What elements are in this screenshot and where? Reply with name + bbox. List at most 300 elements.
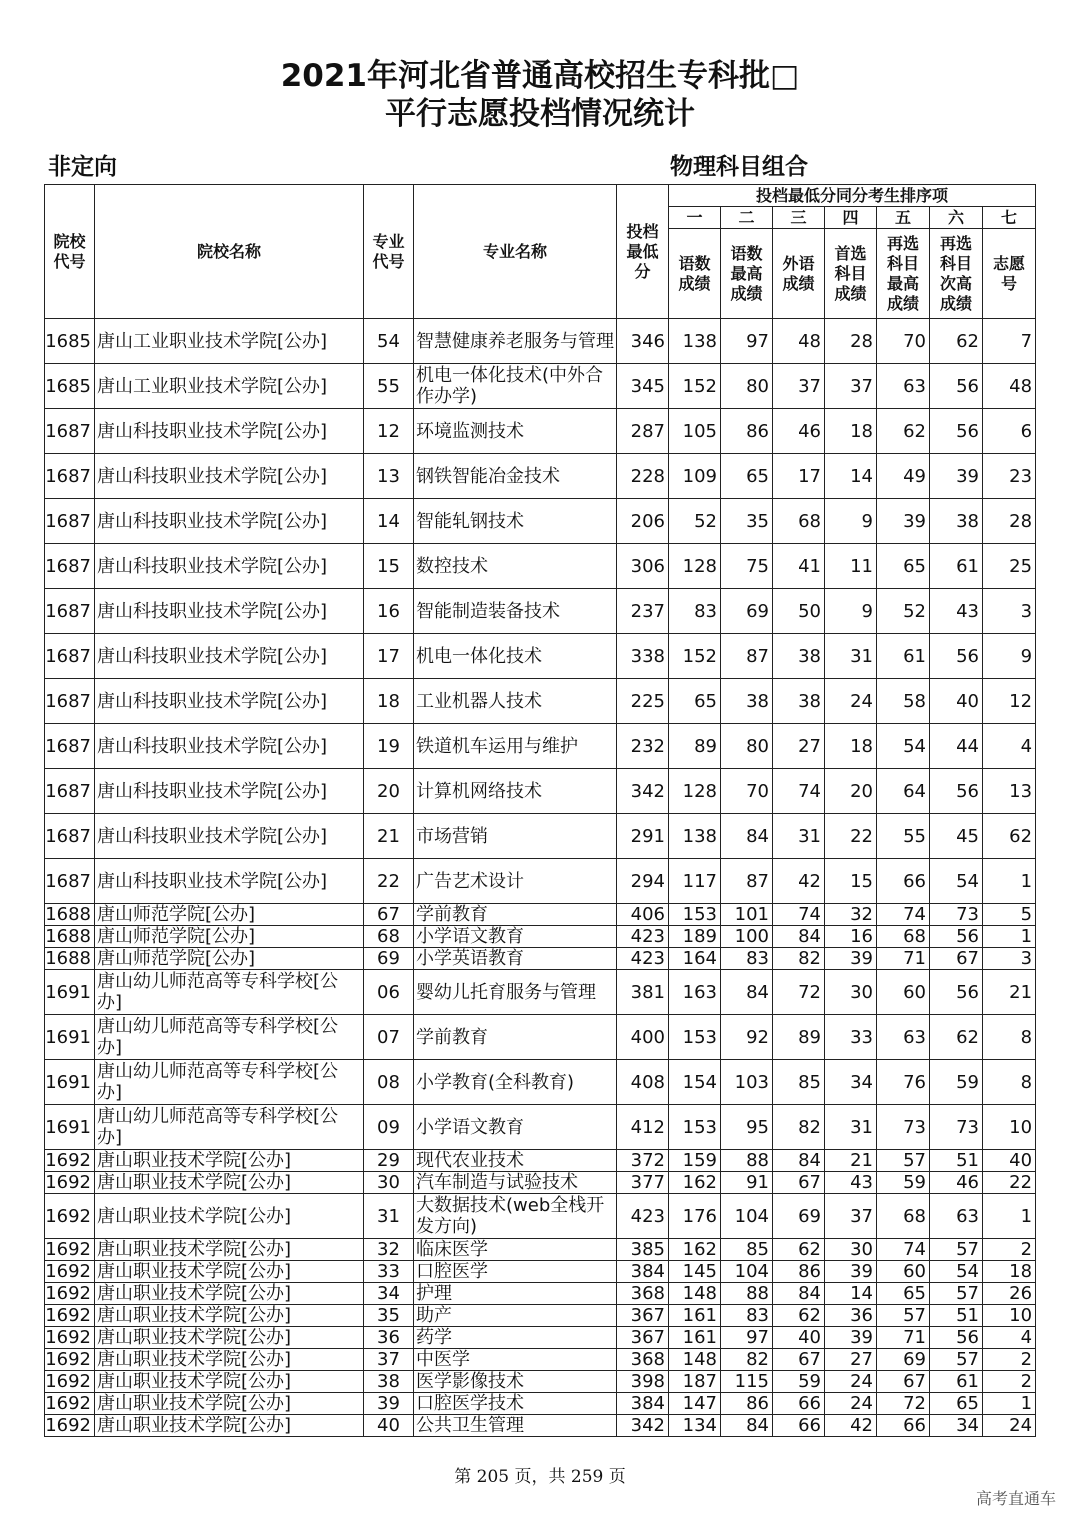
- score-first-subject-cell: 9: [825, 499, 877, 544]
- min-score-cell: 367: [617, 1327, 669, 1349]
- major-code-cell: 37: [364, 1349, 414, 1371]
- score-foreign-cell: 46: [773, 409, 825, 454]
- score-yushu-cell: 148: [669, 1283, 721, 1305]
- header-major-code: 专业代号: [364, 185, 414, 319]
- score-elective-second-cell: 56: [930, 634, 983, 679]
- score-yushu-cell: 153: [669, 904, 721, 926]
- score-foreign-cell: 59: [773, 1371, 825, 1393]
- preference-number-cell: 10: [983, 1305, 1036, 1327]
- score-yushu-cell: 105: [669, 409, 721, 454]
- score-yushu-cell: 161: [669, 1327, 721, 1349]
- score-foreign-cell: 27: [773, 724, 825, 769]
- table-row: [45, 1015, 1036, 1060]
- score-elective-second-cell: 40: [930, 679, 983, 724]
- school-name-cell: 唐山职业技术学院[公办]: [95, 1371, 364, 1393]
- score-first-subject-cell: 30: [825, 970, 877, 1015]
- category-right: 物理科目组合: [670, 154, 808, 180]
- table-row: [45, 1194, 1036, 1239]
- preference-number-cell: 2: [983, 1371, 1036, 1393]
- table-row: [45, 364, 1036, 409]
- major-name-cell: 小学语文教育: [414, 1105, 617, 1150]
- school-name-cell: 唐山职业技术学院[公办]: [95, 1150, 364, 1172]
- score-yushu-max-cell: 100: [721, 926, 773, 948]
- score-yushu-max-cell: 95: [721, 1105, 773, 1150]
- major-name-cell: 环境监测技术: [414, 409, 617, 454]
- major-name-cell: 口腔医学技术: [414, 1393, 617, 1415]
- header-order-2: 二: [721, 207, 773, 229]
- score-elective-max-cell: 55: [877, 814, 930, 859]
- score-elective-second-cell: 56: [930, 409, 983, 454]
- major-code-cell: 07: [364, 1015, 414, 1060]
- score-elective-second-cell: 63: [930, 1194, 983, 1239]
- score-yushu-cell: 189: [669, 926, 721, 948]
- score-foreign-cell: 62: [773, 1239, 825, 1261]
- score-yushu-cell: 153: [669, 1015, 721, 1060]
- major-code-cell: 14: [364, 499, 414, 544]
- score-first-subject-cell: 18: [825, 724, 877, 769]
- score-foreign-cell: 38: [773, 679, 825, 724]
- major-name-cell: 临床医学: [414, 1239, 617, 1261]
- score-elective-max-cell: 72: [877, 1393, 930, 1415]
- preference-number-cell: 48: [983, 364, 1036, 409]
- score-foreign-cell: 85: [773, 1060, 825, 1105]
- school-code-cell: 1687: [45, 859, 95, 904]
- major-code-cell: 16: [364, 589, 414, 634]
- score-yushu-max-cell: 101: [721, 904, 773, 926]
- header-tie-group: 投档最低分同分考生排序项: [669, 185, 1036, 207]
- score-elective-max-cell: 66: [877, 1415, 930, 1437]
- score-foreign-cell: 69: [773, 1194, 825, 1239]
- score-yushu-cell: 148: [669, 1349, 721, 1371]
- school-code-cell: 1687: [45, 769, 95, 814]
- preference-number-cell: 6: [983, 409, 1036, 454]
- major-code-cell: 36: [364, 1327, 414, 1349]
- table-row: [45, 454, 1036, 499]
- major-code-cell: 68: [364, 926, 414, 948]
- score-yushu-cell: 128: [669, 769, 721, 814]
- table-row: [45, 499, 1036, 544]
- table-row: [45, 948, 1036, 970]
- school-name-cell: 唐山职业技术学院[公办]: [95, 1283, 364, 1305]
- min-score-cell: 372: [617, 1150, 669, 1172]
- major-code-cell: 35: [364, 1305, 414, 1327]
- table-row: [45, 1305, 1036, 1327]
- header-order-6: 六: [930, 207, 983, 229]
- score-yushu-max-cell: 115: [721, 1371, 773, 1393]
- score-yushu-cell: 152: [669, 364, 721, 409]
- header-sub-7: 志愿号: [983, 229, 1036, 319]
- school-code-cell: 1692: [45, 1415, 95, 1437]
- preference-number-cell: 22: [983, 1172, 1036, 1194]
- school-name-cell: 唐山师范学院[公办]: [95, 948, 364, 970]
- school-name-cell: 唐山幼儿师范高等专科学校[公办]: [95, 1105, 364, 1150]
- score-elective-max-cell: 74: [877, 1239, 930, 1261]
- min-score-cell: 377: [617, 1172, 669, 1194]
- table-row: [45, 1349, 1036, 1371]
- table-row: [45, 679, 1036, 724]
- score-yushu-max-cell: 84: [721, 1415, 773, 1437]
- score-yushu-max-cell: 38: [721, 679, 773, 724]
- major-code-cell: 67: [364, 904, 414, 926]
- header-order-1: 一: [669, 207, 721, 229]
- score-elective-second-cell: 54: [930, 1261, 983, 1283]
- major-name-cell: 中医学: [414, 1349, 617, 1371]
- min-score-cell: 342: [617, 1415, 669, 1437]
- score-yushu-max-cell: 87: [721, 859, 773, 904]
- school-name-cell: 唐山职业技术学院[公办]: [95, 1172, 364, 1194]
- school-name-cell: 唐山师范学院[公办]: [95, 926, 364, 948]
- score-elective-second-cell: 67: [930, 948, 983, 970]
- score-elective-max-cell: 49: [877, 454, 930, 499]
- major-code-cell: 06: [364, 970, 414, 1015]
- table-row: [45, 724, 1036, 769]
- school-name-cell: 唐山幼儿师范高等专科学校[公办]: [95, 1060, 364, 1105]
- major-name-cell: 工业机器人技术: [414, 679, 617, 724]
- score-yushu-max-cell: 83: [721, 1305, 773, 1327]
- min-score-cell: 291: [617, 814, 669, 859]
- preference-number-cell: 1: [983, 1194, 1036, 1239]
- header-school-code: 院校代号: [45, 185, 95, 319]
- score-first-subject-cell: 42: [825, 1415, 877, 1437]
- score-yushu-max-cell: 86: [721, 409, 773, 454]
- major-code-cell: 22: [364, 859, 414, 904]
- score-first-subject-cell: 16: [825, 926, 877, 948]
- score-foreign-cell: 82: [773, 948, 825, 970]
- score-elective-max-cell: 58: [877, 679, 930, 724]
- score-elective-second-cell: 57: [930, 1349, 983, 1371]
- table-row: [45, 1105, 1036, 1150]
- score-yushu-max-cell: 84: [721, 970, 773, 1015]
- min-score-cell: 346: [617, 319, 669, 364]
- score-yushu-max-cell: 80: [721, 724, 773, 769]
- school-name-cell: 唐山工业职业技术学院[公办]: [95, 364, 364, 409]
- score-yushu-max-cell: 92: [721, 1015, 773, 1060]
- score-elective-max-cell: 62: [877, 409, 930, 454]
- preference-number-cell: 10: [983, 1105, 1036, 1150]
- score-first-subject-cell: 30: [825, 1239, 877, 1261]
- header-sub-5: 再选科目最高成绩: [877, 229, 930, 319]
- table-row: [45, 1283, 1036, 1305]
- min-score-cell: 294: [617, 859, 669, 904]
- school-name-cell: 唐山师范学院[公办]: [95, 904, 364, 926]
- score-yushu-cell: 154: [669, 1060, 721, 1105]
- min-score-cell: 228: [617, 454, 669, 499]
- score-foreign-cell: 40: [773, 1327, 825, 1349]
- school-name-cell: 唐山职业技术学院[公办]: [95, 1305, 364, 1327]
- score-first-subject-cell: 39: [825, 1327, 877, 1349]
- score-first-subject-cell: 39: [825, 948, 877, 970]
- preference-number-cell: 26: [983, 1283, 1036, 1305]
- school-name-cell: 唐山职业技术学院[公办]: [95, 1415, 364, 1437]
- preference-number-cell: 23: [983, 454, 1036, 499]
- score-yushu-cell: 145: [669, 1261, 721, 1283]
- score-yushu-max-cell: 97: [721, 1327, 773, 1349]
- school-code-cell: 1691: [45, 1015, 95, 1060]
- header-sub-6: 再选科目次高成绩: [930, 229, 983, 319]
- table-row: [45, 859, 1036, 904]
- score-elective-max-cell: 60: [877, 1261, 930, 1283]
- school-name-cell: 唐山科技职业技术学院[公办]: [95, 634, 364, 679]
- score-yushu-cell: 147: [669, 1393, 721, 1415]
- score-yushu-cell: 153: [669, 1105, 721, 1150]
- score-first-subject-cell: 15: [825, 859, 877, 904]
- score-yushu-cell: 89: [669, 724, 721, 769]
- major-name-cell: 药学: [414, 1327, 617, 1349]
- major-code-cell: 38: [364, 1371, 414, 1393]
- score-elective-second-cell: 44: [930, 724, 983, 769]
- score-yushu-max-cell: 104: [721, 1261, 773, 1283]
- min-score-cell: 406: [617, 904, 669, 926]
- school-code-cell: 1687: [45, 724, 95, 769]
- admission-table: [44, 184, 1036, 1437]
- school-code-cell: 1687: [45, 499, 95, 544]
- score-foreign-cell: 84: [773, 926, 825, 948]
- score-elective-max-cell: 63: [877, 364, 930, 409]
- preference-number-cell: 1: [983, 926, 1036, 948]
- min-score-cell: 423: [617, 1194, 669, 1239]
- major-name-cell: 汽车制造与试验技术: [414, 1172, 617, 1194]
- preference-number-cell: 24: [983, 1415, 1036, 1437]
- school-code-cell: 1687: [45, 409, 95, 454]
- score-yushu-cell: 187: [669, 1371, 721, 1393]
- score-yushu-cell: 164: [669, 948, 721, 970]
- min-score-cell: 408: [617, 1060, 669, 1105]
- table-row: [45, 1060, 1036, 1105]
- watermark: 高考直通车: [975, 1489, 1056, 1508]
- preference-number-cell: 21: [983, 970, 1036, 1015]
- score-foreign-cell: 74: [773, 904, 825, 926]
- major-name-cell: 钢铁智能冶金技术: [414, 454, 617, 499]
- major-code-cell: 21: [364, 814, 414, 859]
- score-foreign-cell: 84: [773, 1150, 825, 1172]
- score-elective-second-cell: 62: [930, 1015, 983, 1060]
- major-name-cell: 数控技术: [414, 544, 617, 589]
- school-name-cell: 唐山科技职业技术学院[公办]: [95, 499, 364, 544]
- major-code-cell: 33: [364, 1261, 414, 1283]
- score-foreign-cell: 62: [773, 1305, 825, 1327]
- score-elective-max-cell: 71: [877, 1327, 930, 1349]
- header-school-name: 院校名称: [95, 185, 364, 319]
- score-first-subject-cell: 31: [825, 634, 877, 679]
- major-name-cell: 智能制造装备技术: [414, 589, 617, 634]
- score-first-subject-cell: 37: [825, 1194, 877, 1239]
- min-score-cell: 225: [617, 679, 669, 724]
- score-elective-max-cell: 64: [877, 769, 930, 814]
- major-code-cell: 30: [364, 1172, 414, 1194]
- preference-number-cell: 18: [983, 1261, 1036, 1283]
- min-score-cell: 367: [617, 1305, 669, 1327]
- header-sub-1: 语数成绩: [669, 229, 721, 319]
- major-code-cell: 29: [364, 1150, 414, 1172]
- score-foreign-cell: 84: [773, 1283, 825, 1305]
- school-name-cell: 唐山职业技术学院[公办]: [95, 1239, 364, 1261]
- score-elective-max-cell: 74: [877, 904, 930, 926]
- score-yushu-max-cell: 86: [721, 1393, 773, 1415]
- table-body: [45, 319, 1036, 1437]
- score-first-subject-cell: 14: [825, 454, 877, 499]
- school-code-cell: 1687: [45, 679, 95, 724]
- major-name-cell: 小学英语教育: [414, 948, 617, 970]
- page-footer: 第 205 页，共 259 页: [454, 1467, 626, 1487]
- score-yushu-max-cell: 35: [721, 499, 773, 544]
- score-foreign-cell: 66: [773, 1393, 825, 1415]
- school-name-cell: 唐山职业技术学院[公办]: [95, 1194, 364, 1239]
- school-code-cell: 1687: [45, 589, 95, 634]
- score-foreign-cell: 17: [773, 454, 825, 499]
- score-yushu-cell: 65: [669, 679, 721, 724]
- min-score-cell: 384: [617, 1393, 669, 1415]
- score-first-subject-cell: 43: [825, 1172, 877, 1194]
- major-name-cell: 学前教育: [414, 904, 617, 926]
- major-name-cell: 小学教育(全科教育): [414, 1060, 617, 1105]
- major-name-cell: 智能轧钢技术: [414, 499, 617, 544]
- school-name-cell: 唐山幼儿师范高等专科学校[公办]: [95, 1015, 364, 1060]
- major-name-cell: 机电一体化技术(中外合作办学): [414, 364, 617, 409]
- min-score-cell: 398: [617, 1371, 669, 1393]
- score-elective-second-cell: 54: [930, 859, 983, 904]
- school-code-cell: 1692: [45, 1305, 95, 1327]
- major-code-cell: 40: [364, 1415, 414, 1437]
- school-name-cell: 唐山职业技术学院[公办]: [95, 1393, 364, 1415]
- major-code-cell: 34: [364, 1283, 414, 1305]
- school-code-cell: 1692: [45, 1239, 95, 1261]
- school-code-cell: 1692: [45, 1194, 95, 1239]
- score-elective-max-cell: 68: [877, 926, 930, 948]
- score-elective-max-cell: 71: [877, 948, 930, 970]
- header-sub-4: 首选科目成绩: [825, 229, 877, 319]
- header-min-score: 投档最低分: [617, 185, 669, 319]
- major-name-cell: 智慧健康养老服务与管理: [414, 319, 617, 364]
- preference-number-cell: 7: [983, 319, 1036, 364]
- score-yushu-cell: 109: [669, 454, 721, 499]
- score-foreign-cell: 68: [773, 499, 825, 544]
- score-foreign-cell: 37: [773, 364, 825, 409]
- school-code-cell: 1692: [45, 1172, 95, 1194]
- school-name-cell: 唐山科技职业技术学院[公办]: [95, 679, 364, 724]
- min-score-cell: 306: [617, 544, 669, 589]
- school-code-cell: 1687: [45, 814, 95, 859]
- table-row: [45, 409, 1036, 454]
- score-first-subject-cell: 32: [825, 904, 877, 926]
- score-elective-max-cell: 63: [877, 1015, 930, 1060]
- score-yushu-max-cell: 65: [721, 454, 773, 499]
- school-name-cell: 唐山科技职业技术学院[公办]: [95, 859, 364, 904]
- page-title-line1: 2021年河北省普通高校招生专科批□: [280, 58, 800, 94]
- score-foreign-cell: 41: [773, 544, 825, 589]
- table-row: [45, 926, 1036, 948]
- school-name-cell: 唐山幼儿师范高等专科学校[公办]: [95, 970, 364, 1015]
- preference-number-cell: 8: [983, 1060, 1036, 1105]
- school-code-cell: 1692: [45, 1261, 95, 1283]
- school-name-cell: 唐山科技职业技术学院[公办]: [95, 589, 364, 634]
- score-yushu-cell: 128: [669, 544, 721, 589]
- score-first-subject-cell: 18: [825, 409, 877, 454]
- major-name-cell: 公共卫生管理: [414, 1415, 617, 1437]
- min-score-cell: 400: [617, 1015, 669, 1060]
- school-code-cell: 1688: [45, 904, 95, 926]
- score-elective-max-cell: 76: [877, 1060, 930, 1105]
- score-yushu-max-cell: 70: [721, 769, 773, 814]
- min-score-cell: 237: [617, 589, 669, 634]
- score-foreign-cell: 31: [773, 814, 825, 859]
- score-elective-second-cell: 62: [930, 319, 983, 364]
- score-yushu-cell: 162: [669, 1239, 721, 1261]
- score-first-subject-cell: 9: [825, 589, 877, 634]
- score-elective-second-cell: 59: [930, 1060, 983, 1105]
- score-yushu-max-cell: 84: [721, 814, 773, 859]
- preference-number-cell: 12: [983, 679, 1036, 724]
- score-elective-max-cell: 67: [877, 1371, 930, 1393]
- min-score-cell: 384: [617, 1261, 669, 1283]
- score-yushu-max-cell: 87: [721, 634, 773, 679]
- major-name-cell: 铁道机车运用与维护: [414, 724, 617, 769]
- major-name-cell: 医学影像技术: [414, 1371, 617, 1393]
- school-code-cell: 1692: [45, 1349, 95, 1371]
- major-code-cell: 31: [364, 1194, 414, 1239]
- score-foreign-cell: 67: [773, 1349, 825, 1371]
- school-code-cell: 1692: [45, 1283, 95, 1305]
- header-order-4: 四: [825, 207, 877, 229]
- score-first-subject-cell: 20: [825, 769, 877, 814]
- score-elective-second-cell: 73: [930, 1105, 983, 1150]
- school-code-cell: 1688: [45, 926, 95, 948]
- school-name-cell: 唐山科技职业技术学院[公办]: [95, 769, 364, 814]
- school-code-cell: 1685: [45, 364, 95, 409]
- header-order-7: 七: [983, 207, 1036, 229]
- major-name-cell: 学前教育: [414, 1015, 617, 1060]
- score-foreign-cell: 42: [773, 859, 825, 904]
- min-score-cell: 423: [617, 948, 669, 970]
- score-first-subject-cell: 24: [825, 1393, 877, 1415]
- score-elective-max-cell: 73: [877, 1105, 930, 1150]
- school-code-cell: 1691: [45, 1060, 95, 1105]
- major-code-cell: 19: [364, 724, 414, 769]
- school-code-cell: 1692: [45, 1150, 95, 1172]
- score-elective-second-cell: 57: [930, 1239, 983, 1261]
- score-first-subject-cell: 11: [825, 544, 877, 589]
- score-yushu-max-cell: 75: [721, 544, 773, 589]
- major-name-cell: 广告艺术设计: [414, 859, 617, 904]
- school-name-cell: 唐山科技职业技术学院[公办]: [95, 409, 364, 454]
- min-score-cell: 412: [617, 1105, 669, 1150]
- school-name-cell: 唐山科技职业技术学院[公办]: [95, 814, 364, 859]
- score-elective-second-cell: 73: [930, 904, 983, 926]
- score-elective-max-cell: 54: [877, 724, 930, 769]
- score-first-subject-cell: 27: [825, 1349, 877, 1371]
- score-yushu-max-cell: 85: [721, 1239, 773, 1261]
- score-elective-second-cell: 45: [930, 814, 983, 859]
- header-major-name: 专业名称: [414, 185, 617, 319]
- score-yushu-max-cell: 104: [721, 1194, 773, 1239]
- score-yushu-cell: 138: [669, 814, 721, 859]
- school-name-cell: 唐山科技职业技术学院[公办]: [95, 454, 364, 499]
- preference-number-cell: 9: [983, 634, 1036, 679]
- score-elective-max-cell: 52: [877, 589, 930, 634]
- score-yushu-cell: 117: [669, 859, 721, 904]
- page-title-line2: 平行志愿投档情况统计: [385, 96, 695, 132]
- score-elective-max-cell: 65: [877, 544, 930, 589]
- school-code-cell: 1687: [45, 454, 95, 499]
- score-elective-second-cell: 65: [930, 1393, 983, 1415]
- score-yushu-cell: 161: [669, 1305, 721, 1327]
- major-name-cell: 小学语文教育: [414, 926, 617, 948]
- major-name-cell: 机电一体化技术: [414, 634, 617, 679]
- score-foreign-cell: 67: [773, 1172, 825, 1194]
- preference-number-cell: 40: [983, 1150, 1036, 1172]
- major-name-cell: 大数据技术(web全栈开发方向): [414, 1194, 617, 1239]
- table-row: [45, 814, 1036, 859]
- table-row: [45, 970, 1036, 1015]
